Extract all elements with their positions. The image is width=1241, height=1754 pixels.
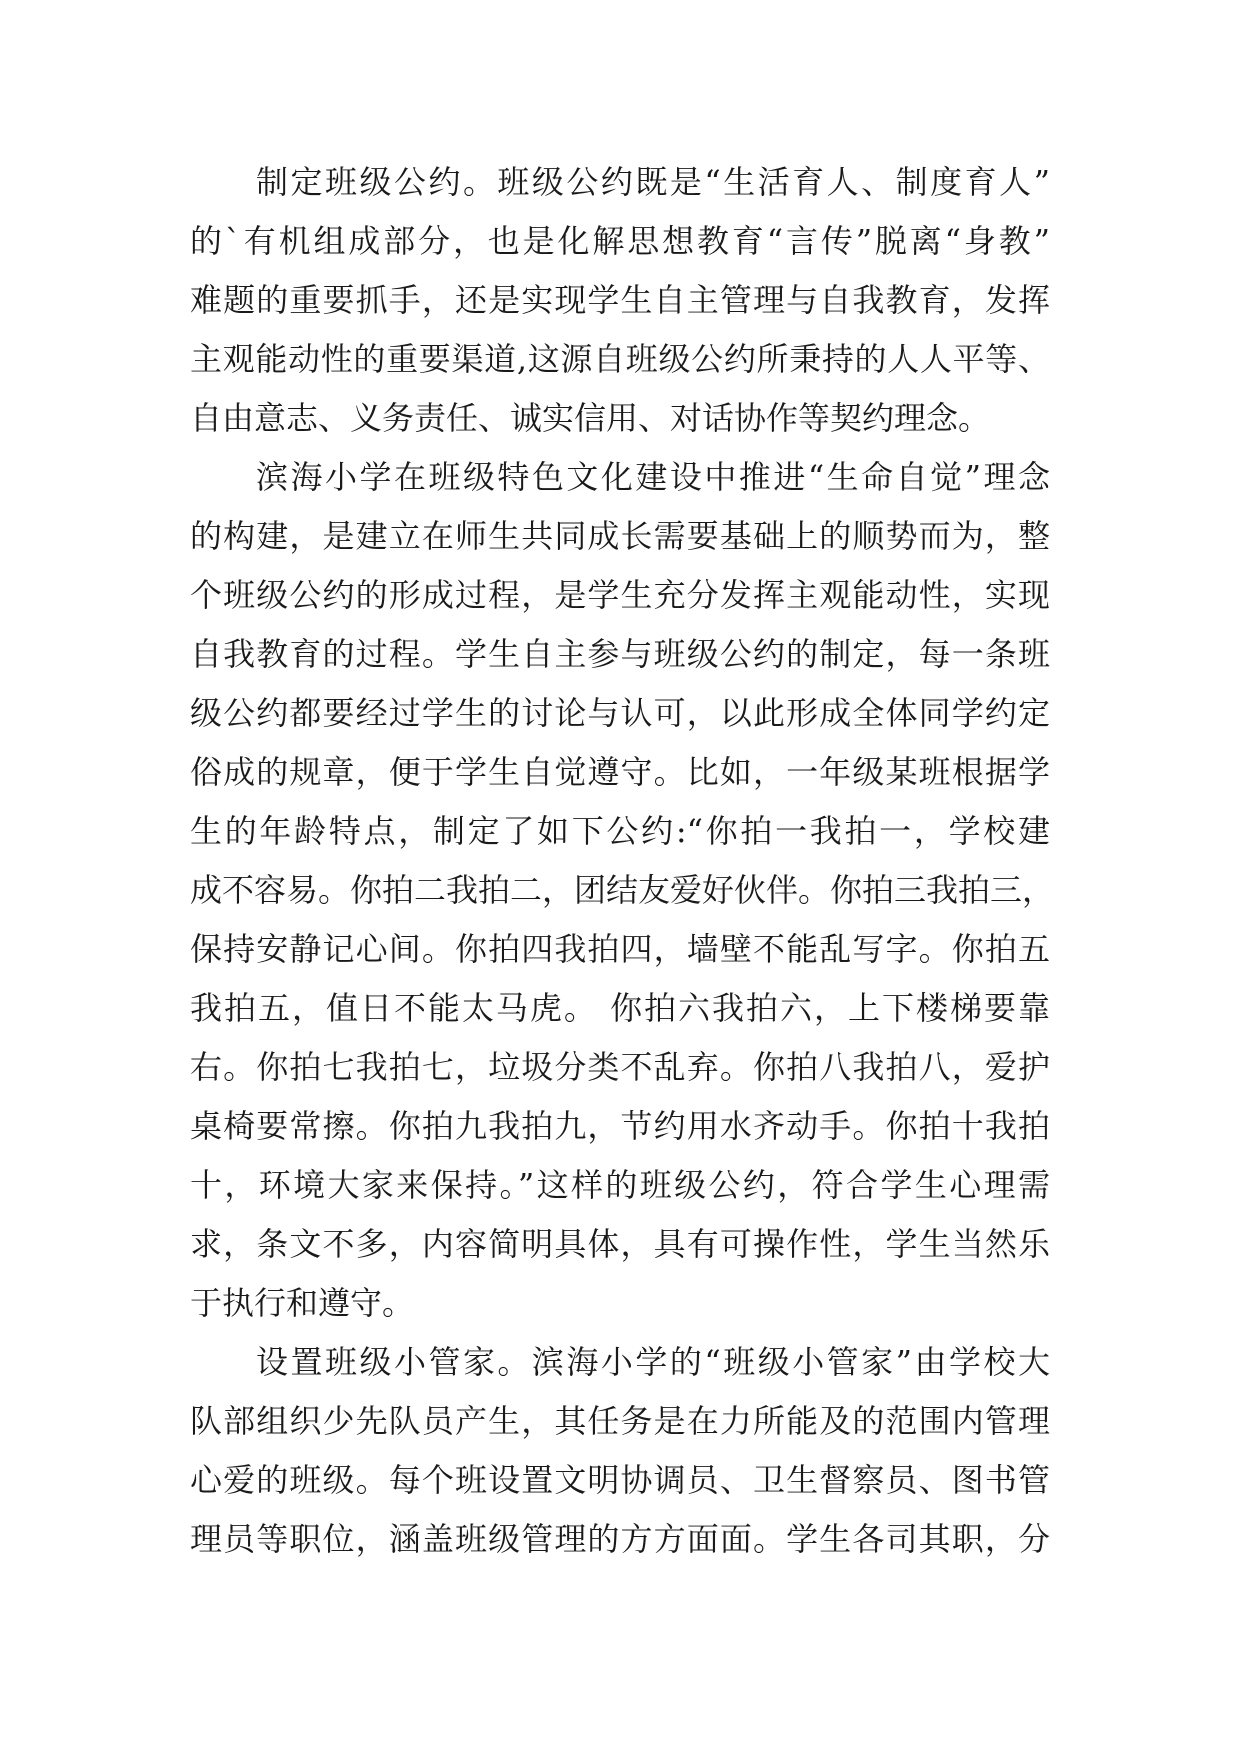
- text-line: 设置班级小管家。滨海小学的“班级小管家”由学校大: [256, 1343, 1050, 1381]
- text-line: 难题的重要抓手，还是实现学生自主管理与自我教育，发挥: [190, 281, 1050, 319]
- text-line: 保持安静记心间。你拍四我拍四，墙壁不能乱写字。你拍五: [190, 930, 1050, 968]
- text-line: 心爱的班级。每个班设置文明协调员、卫生督察员、图书管: [190, 1461, 1050, 1499]
- paragraph-class-steward: [190, 1333, 1050, 1569]
- text-line: 制定班级公约。班级公约既是“生活育人、制度育人”: [256, 163, 1050, 201]
- text-line: 个班级公约的形成过程，是学生充分发挥主观能动性，实现: [190, 576, 1050, 614]
- text-line: 自我教育的过程。学生自主参与班级公约的制定，每一条班: [190, 635, 1050, 673]
- text-line: 滨海小学在班级特色文化建设中推进“生命自觉”理念: [256, 458, 1050, 496]
- text-line: 我拍五，值日不能太马虎。 你拍六我拍六，上下楼梯要靠: [190, 989, 1050, 1027]
- paragraph-binhai-example: [190, 448, 1055, 1333]
- text-line: 级公约都要经过学生的讨论与认可，以此形成全体同学约定: [190, 694, 1050, 732]
- text-line: 的构建，是建立在师生共同成长需要基础上的顺势而为，整: [190, 517, 1050, 555]
- text-line: 成不容易。你拍二我拍二，团结友爱好伙伴。你拍三我拍三，: [190, 871, 1055, 909]
- text-line: 主观能动性的重要渠道,这源自班级公约所秉持的人人平等、: [190, 340, 1050, 378]
- text-line: 自由意志、义务责任、诚实信用、对话协作等契约理念。: [190, 399, 991, 437]
- text-line: 队部组织少先队员产生，其任务是在力所能及的范围内管理: [190, 1402, 1050, 1440]
- body-text: [190, 153, 1055, 1569]
- text-line: 理员等职位，涵盖班级管理的方方面面。学生各司其职，分: [190, 1520, 1050, 1558]
- paragraph-class-convention: [190, 153, 1050, 448]
- text-line: 于执行和遵守。: [190, 1284, 415, 1322]
- text-line: 生的年龄特点，制定了如下公约:“你拍一我拍一，学校建: [190, 812, 1050, 850]
- text-line: 俗成的规章，便于学生自觉遵守。比如，一年级某班根据学: [190, 753, 1050, 791]
- text-line: 的`有机组成部分，也是化解思想教育“言传”脱离“身教”: [190, 222, 1050, 260]
- text-line: 桌椅要常擦。你拍九我拍九，节约用水齐动手。你拍十我拍: [190, 1107, 1050, 1145]
- text-line: 右。你拍七我拍七，垃圾分类不乱弃。你拍八我拍八，爱护: [190, 1048, 1050, 1086]
- text-line: 十，环境大家来保持。”这样的班级公约，符合学生心理需: [190, 1166, 1050, 1204]
- text-line: 求，条文不多，内容简明具体，具有可操作性，学生当然乐: [190, 1225, 1050, 1263]
